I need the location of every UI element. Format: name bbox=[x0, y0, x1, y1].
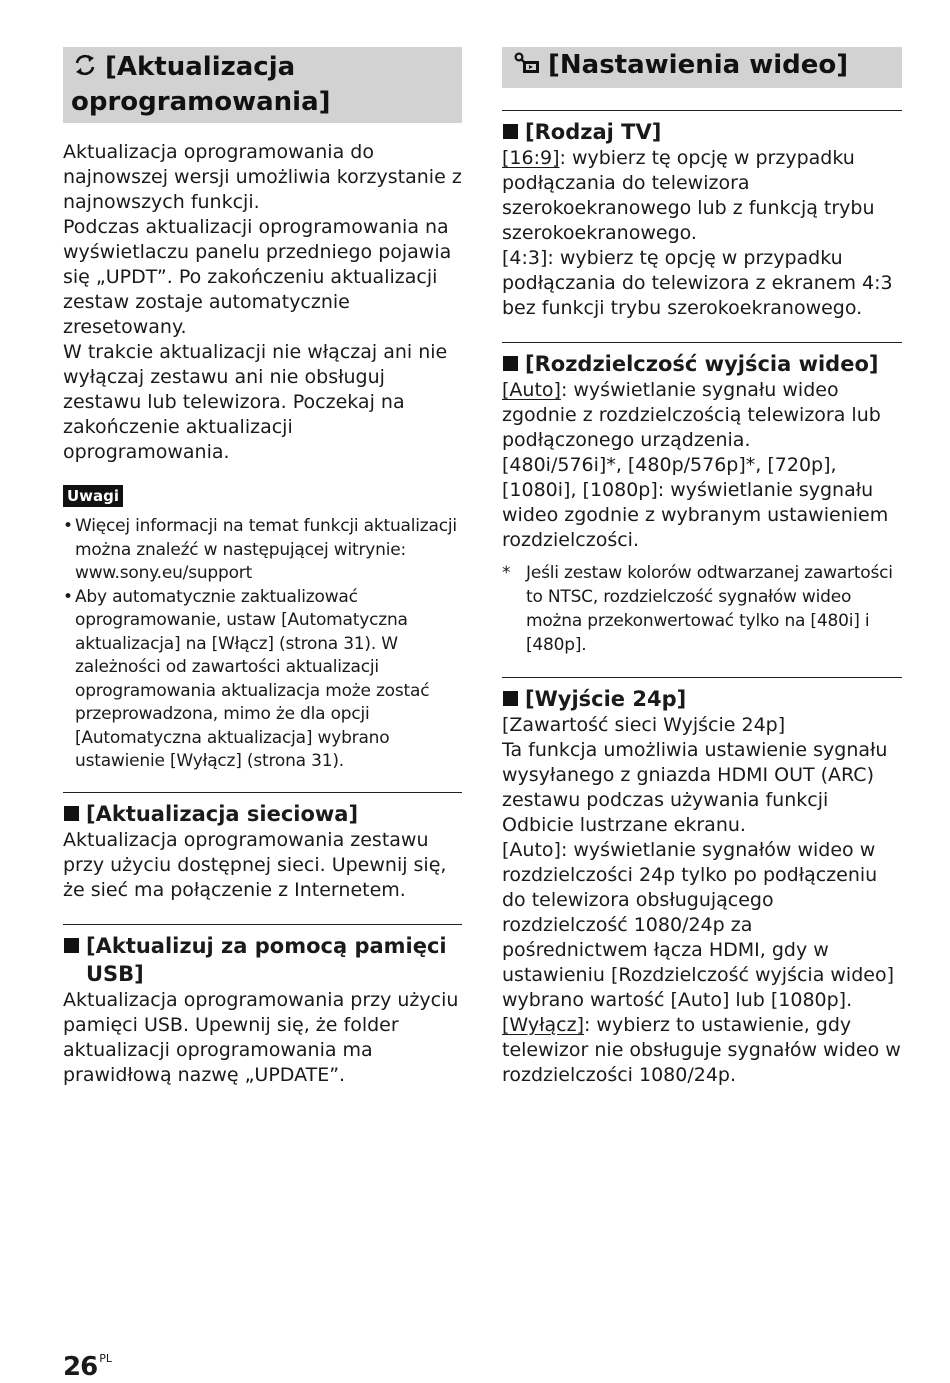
note-item bbox=[63, 515, 462, 586]
resolution-section bbox=[502, 350, 902, 657]
usb-update-heading: [Aktualizuj za pomocą pamięci USB] bbox=[63, 932, 462, 988]
square-bullet-icon bbox=[64, 938, 79, 953]
intro-paragraph: Aktualizacja oprogramowania do najnowszej wersji umożliwia korzystanie z najnowszych funkcji. bbox=[63, 141, 462, 213]
output-24p-off-option: [Wyłącz]: wybierz to ustawienie, gdy telewizor nie obsługuje sygnałów wideo w rozdzielczości 1080/24p. bbox=[502, 1014, 901, 1086]
refresh-icon bbox=[71, 52, 99, 86]
tv-type-option: [16:9]: wybierz tę opcję w przypadku podłączania do telewizora szerokoekranowego lub z funkcją trybu szerokoekranowego. bbox=[502, 147, 875, 244]
note-text: Aby automatycznie zaktualizować oprogramowanie, ustaw [Automatyczna aktualizacja] na [Włącz] (strona 31). W zależności od zawartości aktualizacji oprogramowania aktualizacja może zostać przeprowadzona, mimo że dla opcji [Automatyczna aktualizacja] wybrano ustawienie [Wyłącz] (strona 31). bbox=[75, 586, 430, 771]
divider bbox=[63, 792, 462, 793]
software-update-title: [Aktualizacja oprogramowania] bbox=[71, 52, 331, 117]
intro-paragraph: Podczas aktualizacji oprogramowania na wyświetlaczu panelu przedniego pojawia się „UPDT”. Po zakończeniu aktualizacji zestaw zostaje automatycznie zresetowany. bbox=[63, 216, 452, 338]
notes-badge: Uwagi bbox=[63, 485, 123, 507]
output-24p-description: Ta funkcja umożliwia ustawienie sygnału wysyłanego z gniazda HDMI OUT (ARC) zestawu podczas używania funkcji Odbicie lustrzane ekranu. bbox=[502, 739, 888, 836]
square-bullet-icon bbox=[503, 356, 518, 371]
software-update-header bbox=[63, 47, 462, 123]
output-24p-subtitle: [Zawartość sieci Wyjście 24p] bbox=[502, 714, 786, 736]
divider bbox=[502, 110, 902, 111]
divider bbox=[502, 342, 902, 343]
video-settings-title: [Nastawienia wideo] bbox=[548, 50, 849, 80]
network-update-heading: [Aktualizacja sieciowa] bbox=[63, 800, 462, 828]
page-language: PL bbox=[99, 1352, 112, 1365]
usb-update-text: Aktualizacja oprogramowania przy użyciu pamięci USB. Upewnij się, że folder aktualizacji oprogramowania ma prawidłową nazwę „UPDATE”. bbox=[63, 988, 459, 1086]
network-update-text: Aktualizacja oprogramowania zestawu przy użyciu dostępnej sieci. Upewnij się, że sieć ma połączenie z Internetem. bbox=[63, 828, 447, 901]
resolution-heading: [Rozdzielczość wyjścia wideo] bbox=[502, 350, 902, 378]
default-option-label: [16:9] bbox=[502, 147, 560, 169]
intro-paragraph: W trakcie aktualizacji nie włączaj ani nie wyłączaj zestawu ani nie obsługuj zestawu lub telewizora. Poczekaj na zakończenie aktualizacji oprogramowania. bbox=[63, 341, 448, 463]
output-24p-section bbox=[502, 685, 902, 1088]
support-link: www.sony.eu/support bbox=[75, 563, 253, 583]
resolution-option: [480i/576i]*, [480p/576p]*, [720p], [1080i], [1080p]: wyświetlanie sygnału wideo zgodnie z wybranym ustawieniem rozdzielczości. bbox=[502, 454, 889, 551]
video-settings-icon bbox=[512, 50, 542, 84]
resolution-footnote: * Jeśli zestaw kolorów odtwarzanej zawartości to NTSC, rozdzielczość sygnałów wideo można przekonwertować tylko na [480i] i [480p]. bbox=[502, 563, 893, 655]
note-text: Więcej informacji na temat funkcji aktualizacji można znaleźć w następującej witrynie: bbox=[75, 516, 457, 560]
notes-list bbox=[63, 515, 462, 774]
software-update-intro bbox=[63, 140, 462, 465]
tv-type-section bbox=[502, 118, 902, 321]
divider bbox=[502, 677, 902, 678]
usb-update-section bbox=[63, 932, 462, 1088]
video-settings-header bbox=[502, 47, 902, 88]
page-number: 26 $^{PL}$ bbox=[63, 1352, 112, 1382]
output-24p-heading: [Wyjście 24p] bbox=[502, 685, 902, 713]
right-column bbox=[502, 47, 902, 1088]
tv-type-heading: [Rodzaj TV] bbox=[502, 118, 902, 146]
default-option-label: [Wyłącz] bbox=[502, 1014, 584, 1036]
square-bullet-icon bbox=[64, 806, 79, 821]
left-column bbox=[63, 47, 462, 1088]
output-24p-auto-option: [Auto]: wyświetlanie sygnałów wideo w rozdzielczości 24p tylko po podłączeniu do telewizora obsługującego rozdzielczość 1080/24p za pośrednictwem łącza HDMI, gdy w ustawieniu [Rozdzielczość wyjścia wideo] wybrano wartość [Auto] lub [1080p]. bbox=[502, 839, 894, 1011]
default-option-label: [Auto] bbox=[502, 379, 561, 401]
footnote-mark: * bbox=[502, 563, 511, 583]
note-item bbox=[63, 586, 462, 774]
network-update-section bbox=[63, 800, 462, 903]
tv-type-option: [4:3]: wybierz tę opcję w przypadku podłączania do telewizora z ekranem 4:3 bez funkcji trybu szerokoekranowego. bbox=[502, 247, 893, 319]
divider bbox=[63, 924, 462, 925]
square-bullet-icon bbox=[503, 691, 518, 706]
square-bullet-icon bbox=[503, 124, 518, 139]
resolution-option: [Auto]: wyświetlanie sygnału wideo zgodnie z rozdzielczością telewizora lub podłączonego urządzenia. bbox=[502, 379, 881, 451]
